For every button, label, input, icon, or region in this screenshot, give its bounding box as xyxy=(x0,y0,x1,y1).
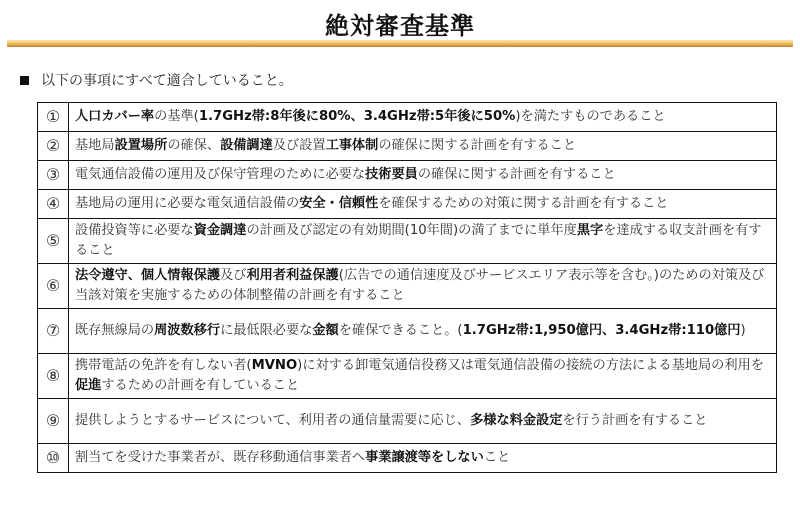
criteria-text-emphasis: 工事体制 xyxy=(325,138,379,153)
criteria-text-segment: 基地局 xyxy=(75,138,115,153)
criteria-text-segment: の確保、 xyxy=(167,138,221,153)
criteria-text-segment: )に対する卸電気通信役務又は電気通信設備の接続の方法による基地局の利用を xyxy=(297,358,764,373)
criteria-text-emphasis: 金額 xyxy=(312,323,339,338)
criteria-text-emphasis: 利用者利益保護 xyxy=(246,268,339,283)
criteria-text-emphasis: 黒字 xyxy=(576,223,604,238)
criteria-text-segment: 基地局の運用に必要な電気通信設備の xyxy=(75,196,300,211)
criteria-text-segment: を行う計画を有すること xyxy=(562,413,708,428)
criteria-text-segment: の基準( xyxy=(154,109,199,124)
criteria-text-segment: 設備投資等に必要な xyxy=(75,223,194,238)
criteria-text xyxy=(69,399,777,444)
criteria-text-segment: を達成する収支計画を有すること xyxy=(75,223,762,258)
criteria-text-segment: (広告での通信速度及びサービスエリア表示等を含む。)のための対策及び当該対策を実施するための体制整備の計画を有すること xyxy=(75,268,765,303)
criteria-text xyxy=(69,309,777,354)
criteria-text-segment: に最低限必要な xyxy=(220,323,313,338)
criteria-text-emphasis: 技術要員 xyxy=(365,167,418,182)
criteria-text xyxy=(69,444,777,473)
criteria-text-segment: の確保に関する計画を有すること xyxy=(417,167,616,182)
criteria-number: ⑧ xyxy=(38,354,69,399)
criteria-text-segment: 及び xyxy=(220,268,247,283)
criteria-row xyxy=(38,219,777,264)
criteria-text-segment: を確保できること。( xyxy=(338,323,463,338)
criteria-number: ⑨ xyxy=(38,399,69,444)
criteria-text xyxy=(69,190,777,219)
criteria-number: ⑦ xyxy=(38,309,69,354)
criteria-text xyxy=(69,132,777,161)
criteria-text-segment: 提供しようとするサービスについて、利用者の通信量需要に応じ、 xyxy=(75,413,471,428)
criteria-text-segment: ) xyxy=(740,323,746,338)
criteria-table xyxy=(37,102,777,473)
intro-text: 以下の事項にすべて適合していること。 xyxy=(41,73,293,89)
criteria-text-segment: 携帯電話の免許を有しない者( xyxy=(75,358,252,373)
criteria-text-emphasis: 資金調達 xyxy=(193,223,247,238)
criteria-text-emphasis: 1.7GHz帯:1,950億円、3.4GHz帯:110億円 xyxy=(462,323,741,338)
criteria-text-emphasis: 多様な料金設定 xyxy=(470,413,563,428)
criteria-text-emphasis: 設置場所 xyxy=(114,138,168,153)
criteria-row xyxy=(38,190,777,219)
criteria-text-emphasis: 設備調達 xyxy=(220,138,273,153)
criteria-number: ④ xyxy=(38,190,69,219)
criteria-row xyxy=(38,444,777,473)
criteria-number: ③ xyxy=(38,161,69,190)
criteria-text-segment: 及び設置 xyxy=(272,138,326,153)
criteria-text-emphasis: 促進 xyxy=(75,378,102,393)
criteria-number: ① xyxy=(38,103,69,132)
criteria-number: ⑩ xyxy=(38,444,69,473)
criteria-text-segment: 割当てを受けた事業者が、既存移動通信事業者へ xyxy=(75,450,366,465)
criteria-text-emphasis: 法令遵守、個人情報保護 xyxy=(75,268,221,283)
criteria-text-segment: の計画及び認定の有効期間(10年間)の満了までに単年度 xyxy=(246,223,577,238)
criteria-text-segment: こと xyxy=(483,450,511,465)
criteria-text xyxy=(69,354,777,399)
criteria-number: ⑥ xyxy=(38,264,69,309)
page-title: 絶対審査基準 xyxy=(325,12,475,40)
square-bullet-icon xyxy=(20,76,29,85)
criteria-text-emphasis: MVNO xyxy=(251,358,298,373)
criteria-text-emphasis: 周波数移行 xyxy=(154,323,221,338)
criteria-text xyxy=(69,264,777,309)
criteria-text-emphasis: 人口カバー率 xyxy=(75,109,155,124)
intro-line xyxy=(20,70,293,90)
criteria-row xyxy=(38,399,777,444)
criteria-text xyxy=(69,161,777,190)
criteria-row xyxy=(38,264,777,309)
criteria-text-segment: するための計画を有していること xyxy=(101,378,300,393)
title-underline-divider xyxy=(7,40,793,47)
criteria-number: ⑤ xyxy=(38,219,69,264)
criteria-text-segment: 電気通信設備の運用及び保守管理のために必要な xyxy=(75,167,366,182)
criteria-text-emphasis: 1.7GHz帯:8年後に80%、3.4GHz帯:5年後に50% xyxy=(198,109,516,124)
criteria-row xyxy=(38,132,777,161)
criteria-text xyxy=(69,103,777,132)
criteria-row xyxy=(38,309,777,354)
criteria-text-segment: を確保するための対策に関する計画を有すること xyxy=(378,196,669,211)
criteria-text-emphasis: 事業譲渡等をしない xyxy=(365,450,484,465)
criteria-row xyxy=(38,103,777,132)
criteria-row xyxy=(38,354,777,399)
criteria-text-segment: 既存無線局の xyxy=(75,323,155,338)
criteria-text-emphasis: 安全・信頼性 xyxy=(299,196,379,211)
criteria-text xyxy=(69,219,777,264)
criteria-text-segment: )を満たすものであること xyxy=(515,109,666,124)
criteria-text-segment: の確保に関する計画を有すること xyxy=(378,138,577,153)
criteria-number: ② xyxy=(38,132,69,161)
criteria-row xyxy=(38,161,777,190)
